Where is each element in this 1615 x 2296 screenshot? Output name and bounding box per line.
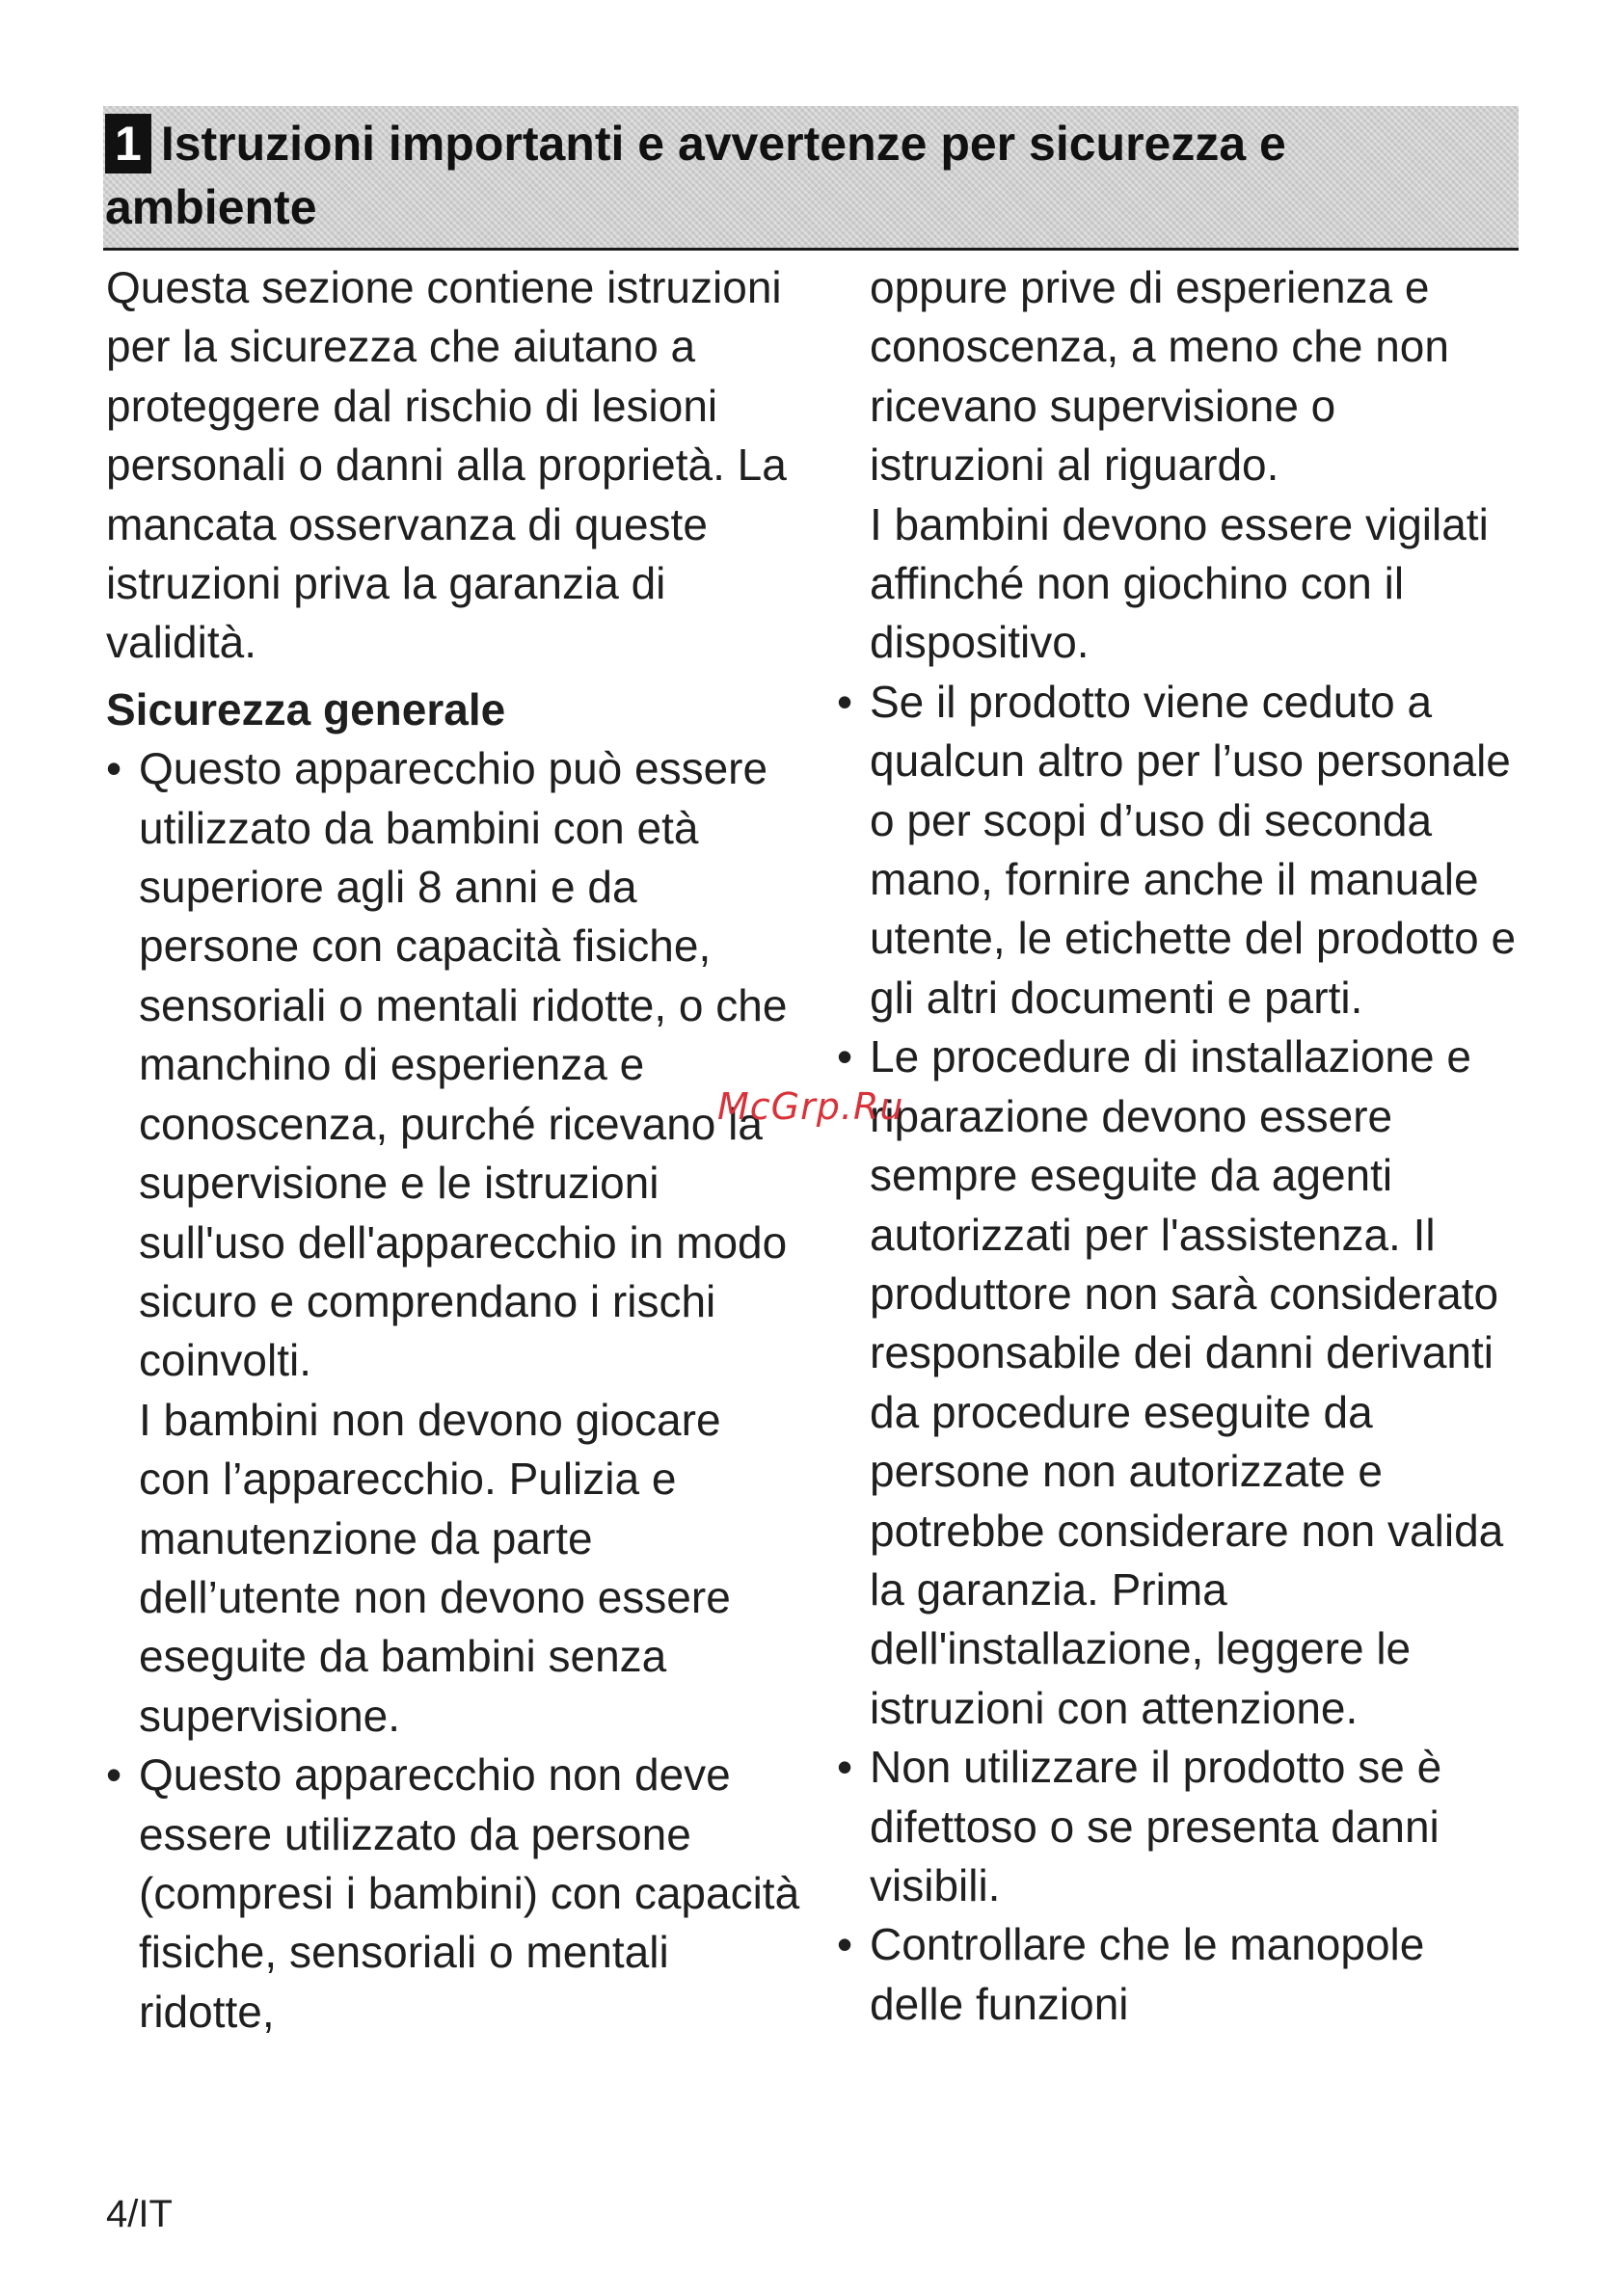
page-number: 4/IT — [106, 2193, 173, 2235]
list-item — [106, 739, 800, 1746]
section-header — [103, 106, 1519, 251]
safety-list-left — [106, 739, 800, 2042]
bullet-icon: • — [837, 1031, 853, 1082]
list-item-text: Le procedure di installazione e riparazione devono essere sempre eseguite da agenti autorizzati per l'assistenza. Il produttore non sarà considerato responsabile dei danni derivanti da procedure eseguite da persone non autorizzate e potrebbe considerare non valida la garanzia. Prima dell'installazione, leggere le istruzioni con attenzione. — [870, 1031, 1504, 1733]
section-title — [105, 112, 1511, 239]
continued-text — [837, 258, 1521, 673]
bullet-icon: • — [837, 1919, 853, 1970]
list-item-text: Non utilizzare il prodotto se è difettoso o se presenta danni visibili. — [870, 1742, 1442, 1910]
safety-list-right — [837, 673, 1521, 2034]
list-item-text: Questo apparecchio non deve essere utilizzato da persone (compresi i bambini) con capacità fisiche, sensoriali o mentali ridotte, — [139, 1749, 800, 2037]
section-number-badge: 1 — [105, 114, 151, 174]
general-safety-heading: Sicurezza generale — [106, 683, 506, 734]
watermark: McGrp.Ru — [717, 1085, 904, 1128]
left-column — [106, 258, 800, 2042]
right-column — [837, 258, 1521, 2034]
bullet-icon: • — [837, 1742, 853, 1793]
list-item — [106, 1746, 800, 2042]
list-item-text: Se il prodotto viene ceduto a qualcun altro per l’uso personale o per scopi d’uso di seconda mano, fornire anche il manuale utente, le etichette del prodotto e gli altri documenti e parti. — [870, 676, 1517, 1023]
bullet-icon: • — [106, 743, 122, 794]
intro-paragraph: Questa sezione contiene istruzioni per la sicurezza che aiutano a proteggere dal rischio di lesioni personali o danni alla proprietà. La mancata osservanza di queste istruzioni priva la garanzia di validità. — [106, 262, 787, 668]
continued-paragraph-2: I bambini devono essere vigilati affinché non giochino con il dispositivo. — [870, 498, 1489, 668]
list-item — [837, 1915, 1521, 2034]
list-item-text-continued: I bambini non devono giocare con l’apparecchio. Pulizia e manutenzione da parte dell’utente non devono essere eseguite da bambini senza supervisione. — [139, 1394, 731, 1741]
continued-paragraph: oppure prive di esperienza e conoscenza, a meno che non ricevano supervisione o istruzioni al riguardo. — [870, 262, 1449, 491]
list-item — [837, 673, 1521, 1028]
section-title-text: Istruzioni importanti e avvertenze per sicurezza e ambiente — [105, 117, 1286, 234]
list-item — [837, 1028, 1521, 1738]
bullet-icon: • — [837, 676, 853, 727]
list-item-text: Controllare che le manopole delle funzioni — [870, 1919, 1425, 2029]
list-item — [837, 1738, 1521, 1915]
bullet-icon: • — [106, 1749, 122, 1801]
list-item-text: Questo apparecchio può essere utilizzato da bambini con età superiore agli 8 anni e da persone con capacità fisiche, sensoriali o mentali ridotte, o che manchino di esperienza e conoscenza, purché ricevano la supervisione e le istruzioni sull'uso dell'apparecchio in modo sicuro e comprendano i rischi coinvolti. — [139, 743, 788, 1386]
